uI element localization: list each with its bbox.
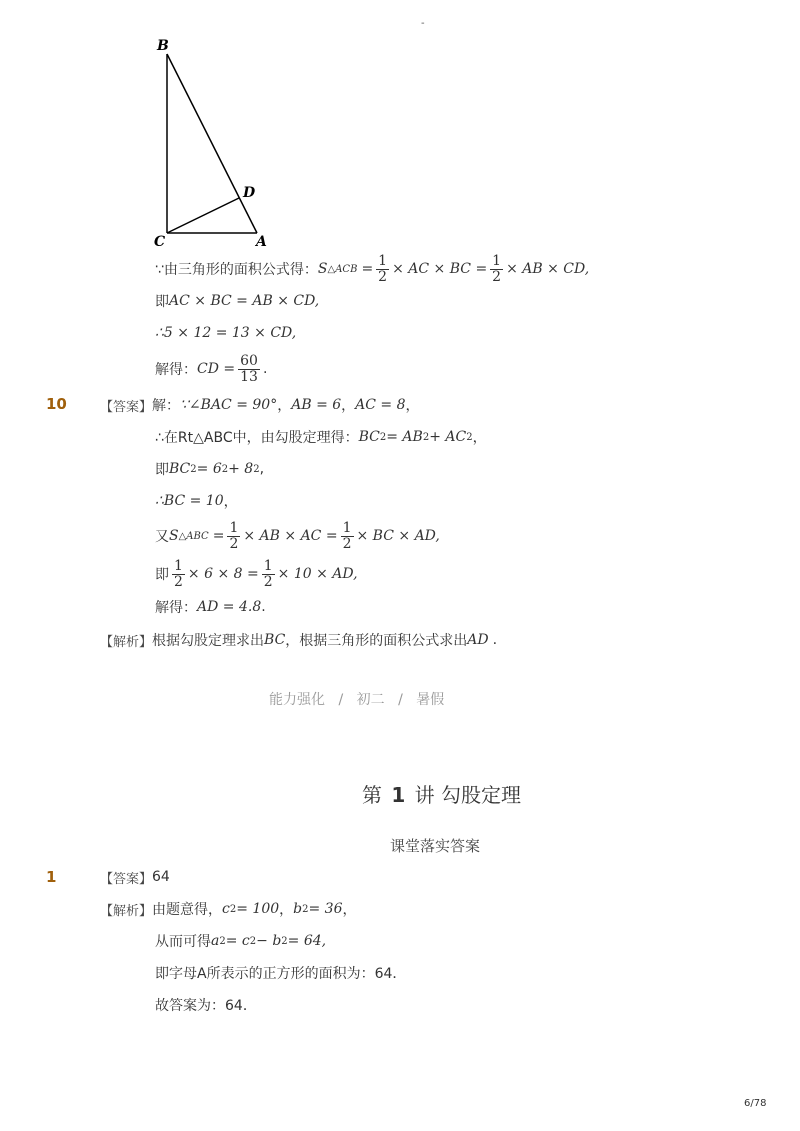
side-ab [167,54,257,233]
text: 即 [155,567,169,583]
label-b: B [157,38,169,54]
text: 解： [152,398,181,414]
math: AD = 4.8 [197,599,262,615]
fraction: $\frac{1}{2}$ [174,557,183,590]
q10-analysis: 【解析】 根据勾股定理求出 BC ，根据三角形的面积公式求出 AD . [100,632,498,650]
top-mark: - [421,18,425,29]
q10-line-2: ∴在Rt△ABC中，由勾股定理得： BC 2 = AB 2 + AC 2 ， [155,429,487,446]
page-footer-breadcrumb: 能力强化 / 初二 / 暑假 [269,692,445,708]
fraction: $\frac{1}{2}$ [229,519,239,552]
q10-line-6: 即 $\frac{1}{2}$ × 6 × 8 = $\frac{1}{2}$ × 10 × AD, [155,557,358,590]
prev-line-3 [155,319,296,347]
question-number-10: 10 [46,395,67,413]
math: ∴5 × 12 = 13 × CD, [155,325,297,341]
prev-line-1: ∵由三角形的面积公式得： S △ACB = $\frac{1}{2}$ × AC × BC = $\frac{1}{2}$ × AB × CD, [155,252,590,285]
prev-line-2 [155,287,319,315]
q10-line-3: 即 BC 2 = 6 2 + 8 2 , [155,461,265,478]
text: ∴在Rt△ABC中，由勾股定理得： [155,430,359,446]
lecture-subtitle: 课堂落实答案 [390,837,481,855]
fraction: $\frac{1}{2}$ [378,252,388,285]
q10-line-5: 又 S △ABC = $\frac{1}{2}$ × AB × AC = $\frac{1}{2}$ × BC × AD, [155,519,440,552]
lecture-title: 第 1 讲 勾股定理 [362,783,521,807]
fraction: $\frac{1}{2}$ [263,557,273,590]
fraction: $\frac{60}{13}$ [240,352,258,385]
text: 即 [155,462,169,478]
text: 解得： [155,600,197,616]
label-a: A [256,234,267,250]
triangle-figure [150,34,270,250]
text: ∵由三角形的面积公式得： [155,262,318,278]
analysis-tag: 【解析】 [100,634,153,650]
answer-tag: 【答案】 [100,399,153,415]
prev-line-4 [155,350,267,388]
math: AC = 8 [355,397,406,413]
math: AC × BC = AB × CD, [169,293,320,309]
q10-line-4: ∴BC = 10 ， [155,493,238,510]
text: 解得： [155,362,197,378]
text: 又 [155,529,169,545]
q1-analysis-line-3: 即字母A所表示的正方形的面积为：64． [155,966,407,982]
fraction: $\frac{1}{2}$ [492,252,502,285]
q1-analysis-line-2: 从而可得 a 2 = c 2 − b 2 = 64, [155,933,327,950]
q1-analysis-line-4: 故答案为：64． [155,998,257,1014]
answer-tag: 【答案】 [100,871,153,887]
text: . [262,361,268,377]
math: × AB × CD, [506,261,590,277]
question-number-1: 1 [46,868,57,886]
math: ∵∠BAC = 90° [180,397,278,413]
math: CD = [197,361,236,377]
segment-cd [167,198,239,233]
q10-line-1: 【答案】 解： ∵∠BAC = 90° ， AB = 6 ， AC = 8 ， [100,397,420,415]
fraction: $\frac{1}{2}$ [342,519,352,552]
math-sub: △ACB [327,263,358,275]
math: S [317,261,328,277]
page-number: 6/78 [744,1098,767,1109]
q1-analysis-line-1: 【解析】 由题意得， c 2 = 100 ， b 2 = 36 ， [100,901,357,919]
q10-line-7: 解得： AD = 4.8 . [155,599,266,616]
label-c: C [154,234,166,250]
analysis-tag: 【解析】 [100,903,153,919]
math: × AC × BC = [392,261,488,277]
text: 即 [155,294,169,310]
math: ∴BC = 10 [155,493,224,509]
q1-answer: 【答案】 64 [100,869,170,887]
math: AB = 6 [291,397,342,413]
label-d: D [243,185,256,201]
